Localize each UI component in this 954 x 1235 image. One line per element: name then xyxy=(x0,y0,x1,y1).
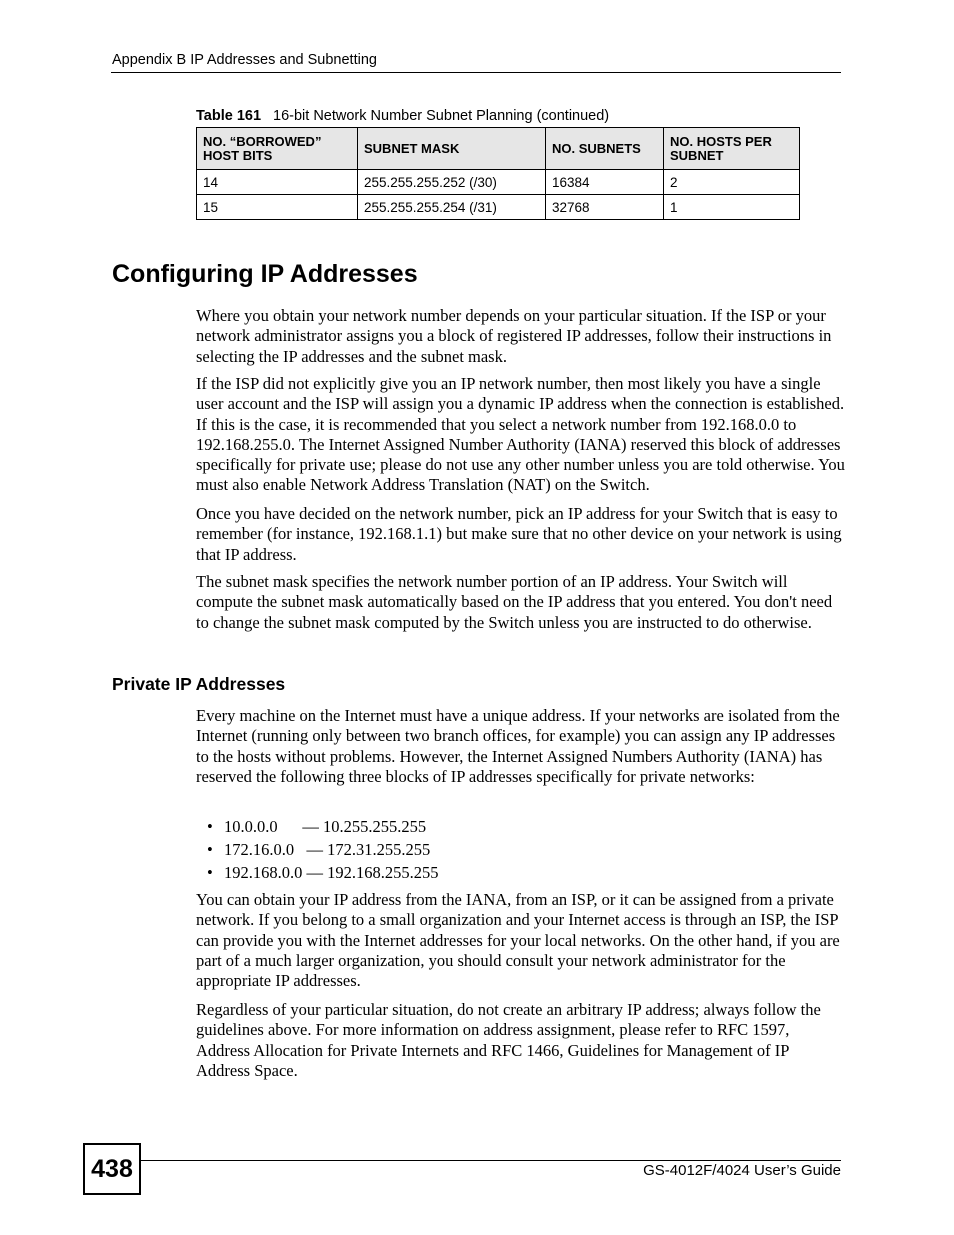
paragraph: The subnet mask specifies the network number portion of an IP address. Your Switch will compute the subnet mask automatically based on the IP address that you entered. You don't need to change the subnet mask computed by the Switch unless you are instructed to do otherwise. xyxy=(196,572,833,632)
table-cell: 1 xyxy=(664,195,800,220)
bullet-icon: • xyxy=(207,817,213,836)
bullet-icon: • xyxy=(207,863,213,882)
table-row xyxy=(197,170,800,195)
column-header-hosts-per-subnet: NO. HOSTS PER SUBNET xyxy=(664,128,800,170)
column-header-no-subnets: NO. SUBNETS xyxy=(546,128,664,170)
table-row xyxy=(197,195,800,220)
column-header-subnet-mask: SUBNET MASK xyxy=(358,128,546,170)
section-heading: Configuring IP Addresses xyxy=(112,260,418,288)
page-number: 438 xyxy=(83,1143,141,1195)
paragraph: Regardless of your particular situation, do not create an arbitrary IP address; always follow the guidelines above. For more information on address assignment, please refer to RFC 1597, Address Allocation for Private Internets and RFC 1466, Guidelines for Management of IP Address Space. xyxy=(196,1000,821,1080)
running-header: Appendix B IP Addresses and Subnetting xyxy=(112,52,377,68)
list-item-text: 10.0.0.0 — 10.255.255.255 xyxy=(224,817,427,836)
bullet-icon: • xyxy=(207,840,213,859)
table-cell: 255.255.255.252 (/30) xyxy=(358,170,546,195)
paragraph: You can obtain your IP address from the IANA, from an ISP, or it can be assigned from a private network. If you belong to a small organization and your Internet access is through an ISP, the ISP can provide you with the Internet addresses for your local networks. On the other hand, if you are part of a much larger organization, you should consult your network administrator for the appropriate IP addresses. xyxy=(196,890,840,991)
paragraph: Every machine on the Internet must have a unique address. If your networks are isolated from the Internet (running only between two branch offices, for example) you can assign any IP addresses to the hosts without problems. However, the Internet Assigned Numbers Authority (IANA) has reserved the following three blocks of IP addresses specifically for private networks: xyxy=(196,706,840,786)
footer-rule xyxy=(141,1160,841,1161)
paragraph: Once you have decided on the network number, pick an IP address for your Switch that is easy to remember (for instance, 192.168.1.1) but make sure that no other device on your network is using that IP address. xyxy=(196,504,842,564)
table-caption-title: 16-bit Network Number Subnet Planning (continued) xyxy=(273,108,610,124)
guide-title: GS-4012F/4024 User’s Guide xyxy=(643,1162,841,1179)
table-cell: 255.255.255.254 (/31) xyxy=(358,195,546,220)
subsection-heading: Private IP Addresses xyxy=(112,674,286,694)
table-cell: 16384 xyxy=(546,170,664,195)
table-caption xyxy=(196,108,609,124)
table-cell: 15 xyxy=(197,195,358,220)
subnet-planning-table xyxy=(196,127,800,220)
paragraph: If the ISP did not explicitly give you an IP network number, then most likely you have a single user account and the ISP will assign you a dynamic IP address when the connection is established. If this is the case, it is recommended that you select a network number from 192.168.0.0 to 192.168.255.0. The Internet Assigned Number Authority (IANA) reserved this block of addresses specifically for private use; please do not use any other number unless you are told otherwise. You must also enable Network Address Translation (NAT) on the Switch. xyxy=(196,374,845,495)
list-item xyxy=(196,838,836,861)
header-rule xyxy=(111,72,841,73)
list-item xyxy=(196,815,836,838)
paragraph: Where you obtain your network number depends on your particular situation. If the ISP or your network administrator assigns you a block of registered IP addresses, follow their instructions in selecting the IP addresses and the subnet mask. xyxy=(196,306,832,366)
list-item-text: 192.168.0.0 — 192.168.255.255 xyxy=(224,863,439,882)
table-cell: 14 xyxy=(197,170,358,195)
table-header-row xyxy=(197,128,800,170)
table-cell: 32768 xyxy=(546,195,664,220)
address-range-list xyxy=(196,815,836,884)
column-header-borrowed-host-bits: NO. “BORROWED” HOST BITS xyxy=(197,128,358,170)
table-caption-label: Table 161 xyxy=(196,108,262,124)
list-item xyxy=(196,861,836,884)
list-item-text: 172.16.0.0 — 172.31.255.255 xyxy=(224,840,431,859)
table-cell: 2 xyxy=(664,170,800,195)
